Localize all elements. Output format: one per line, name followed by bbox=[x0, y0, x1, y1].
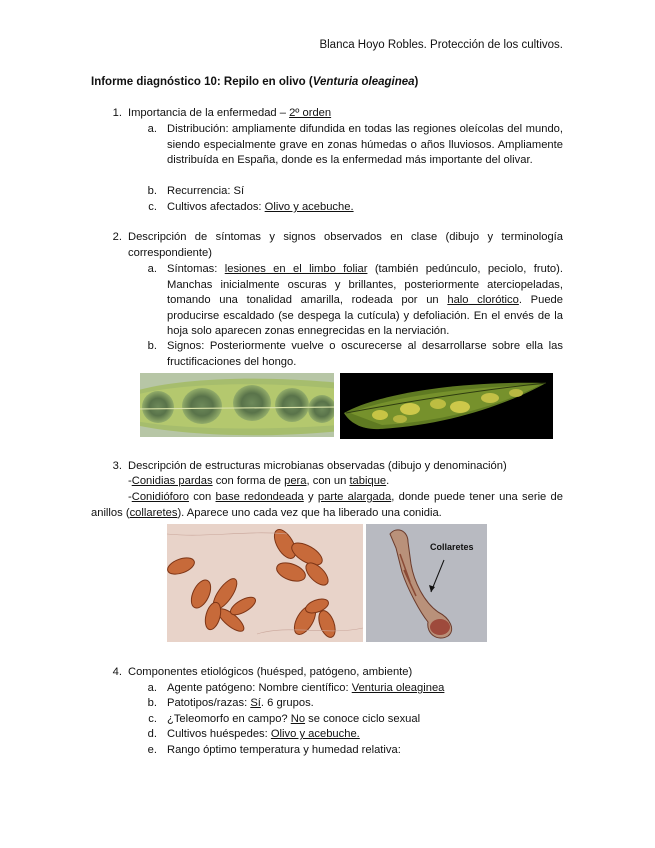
s2a-t3: . Puede producirse escaldado (se despega la cutícula) y defoliación. En el envés de la hoja solo aparecen zonas ennegrecidas en la nerviación. bbox=[167, 294, 563, 337]
s4b-si: Sí bbox=[250, 697, 261, 709]
s1-order-link: 2º orden bbox=[289, 107, 332, 119]
s4c-no: No bbox=[290, 713, 306, 725]
s2a-t1: Síntomas: bbox=[167, 263, 225, 275]
conidiophore-micrograph bbox=[366, 524, 487, 642]
s4c-label: c. bbox=[148, 713, 157, 725]
leaf-photo-upper bbox=[140, 373, 334, 437]
s1-heading bbox=[128, 106, 331, 122]
s3-line1 bbox=[128, 474, 389, 490]
s4a-text bbox=[167, 681, 444, 697]
s4a-t1: Agente patógeno: Nombre científico: bbox=[167, 682, 352, 694]
s1a-label: a. bbox=[147, 123, 157, 135]
s3-number: 3. bbox=[112, 460, 122, 472]
s3l2-parte: parte alargada bbox=[317, 491, 392, 503]
s3-line2 bbox=[91, 490, 563, 521]
s3l1-tabique: tabique bbox=[349, 475, 387, 487]
s2-heading: Descripción de síntomas y signos observados en clase (dibujo y terminología correspondiente) bbox=[128, 231, 563, 259]
conidia-micrograph bbox=[167, 524, 363, 642]
s3l1-t4: . bbox=[386, 475, 390, 487]
s3l2-t5: ). Aparece uno cada vez que ha liberado una conidia. bbox=[177, 506, 442, 519]
s3l1-pera: pera bbox=[284, 475, 307, 487]
s1c-prefix: Cultivos afectados: bbox=[167, 201, 265, 213]
s2-number: 2. bbox=[112, 231, 122, 243]
s1c-label: c. bbox=[148, 201, 157, 213]
s4c-t2: se conoce ciclo sexual bbox=[305, 713, 421, 725]
s2a-t2: (también pedúnculo, peciolo, fruto). Manchas inicialmente oscuras y brillantes, posteriormente aterciopeladas, tomando una tonalidad amarilla, rodeada por un bbox=[167, 263, 563, 306]
page-header: Blanca Hoyo Robles. Protección de los cultivos. bbox=[319, 39, 563, 51]
s4d-t1: Cultivos huéspedes: bbox=[167, 728, 271, 740]
s4e-text: Rango óptimo temperatura y humedad relativa: bbox=[167, 744, 401, 756]
s3l1-t1: - bbox=[128, 475, 132, 487]
s3l2-t4: , donde puede tener una serie de anillos ( bbox=[91, 491, 563, 519]
s4e-label: e. bbox=[147, 744, 157, 756]
s4d-hosts: Olivo y acebuche. bbox=[270, 728, 360, 740]
s1a-text: Distribución: ampliamente difundida en todas las regiones oleícolas del mundo, siendo especialmente grave en zonas húmedas o años lluviosos. Ampliamente distribuída en España, donde es la enfermedad más importante del olivar. bbox=[167, 123, 563, 166]
s1b-label: b. bbox=[147, 185, 157, 197]
s3l2-t1: - bbox=[128, 491, 132, 503]
s4b-label: b. bbox=[147, 697, 157, 709]
collaretes-callout: Collaretes bbox=[430, 542, 474, 552]
s1-heading-text: Importancia de la enfermedad – bbox=[128, 107, 290, 119]
s3l2-collaretes: collaretes bbox=[129, 506, 178, 519]
s3l1-t2: con forma de bbox=[212, 475, 285, 487]
s1b-text: Recurrencia: Sí bbox=[167, 185, 245, 197]
s3l1-t3: , con un bbox=[306, 475, 350, 487]
s3l2-base: base redondeada bbox=[215, 491, 304, 503]
s1c-text bbox=[167, 200, 354, 216]
s4-heading: Componentes etiológicos (huésped, patógeno, ambiente) bbox=[128, 666, 413, 678]
report-title bbox=[91, 75, 418, 91]
s2a-label: a. bbox=[147, 263, 157, 275]
s4d-label: d. bbox=[147, 728, 157, 740]
s2a-text bbox=[167, 262, 563, 340]
title-prefix: Informe diagnóstico 10: Repilo en olivo ( bbox=[91, 76, 313, 88]
s2b-label: b. bbox=[147, 340, 157, 352]
s4-number: 4. bbox=[112, 666, 122, 678]
s3l2-t2: con bbox=[188, 491, 216, 503]
s1-number: 1. bbox=[112, 107, 122, 119]
title-species: Venturia oleaginea bbox=[312, 76, 415, 88]
s4b-text bbox=[167, 696, 314, 712]
s2a-halo: halo clorótico bbox=[447, 294, 519, 306]
s4c-text bbox=[167, 712, 420, 728]
title-suffix: ) bbox=[414, 76, 419, 88]
s2a-lesion: lesiones en el limbo foliar bbox=[224, 263, 368, 275]
s4b-t2: . 6 grupos. bbox=[260, 697, 314, 709]
s4d-text bbox=[167, 727, 360, 743]
s4a-label: a. bbox=[147, 682, 157, 694]
s4b-t1: Patotipos/razas: bbox=[167, 697, 251, 709]
s1c-crops: Olivo y acebuche. bbox=[264, 201, 354, 213]
s2b-text: Signos: Posteriormente vuelve o oscurecerse al desarrollarse sobre ella las fructificaciones del hongo. bbox=[167, 340, 563, 368]
leaf-photo-lower bbox=[340, 373, 553, 439]
s3l1-conidias: Conidias pardas bbox=[131, 475, 213, 487]
s3-heading: Descripción de estructuras microbianas observadas (dibujo y denominación) bbox=[128, 460, 507, 472]
s3l2-conidioforo: Conidióforo bbox=[131, 491, 189, 503]
s4a-pathogen: Venturia oleaginea bbox=[351, 682, 445, 694]
s3l2-t3: y bbox=[303, 491, 318, 503]
s4c-t1: ¿Teleomorfo en campo? bbox=[167, 713, 291, 725]
